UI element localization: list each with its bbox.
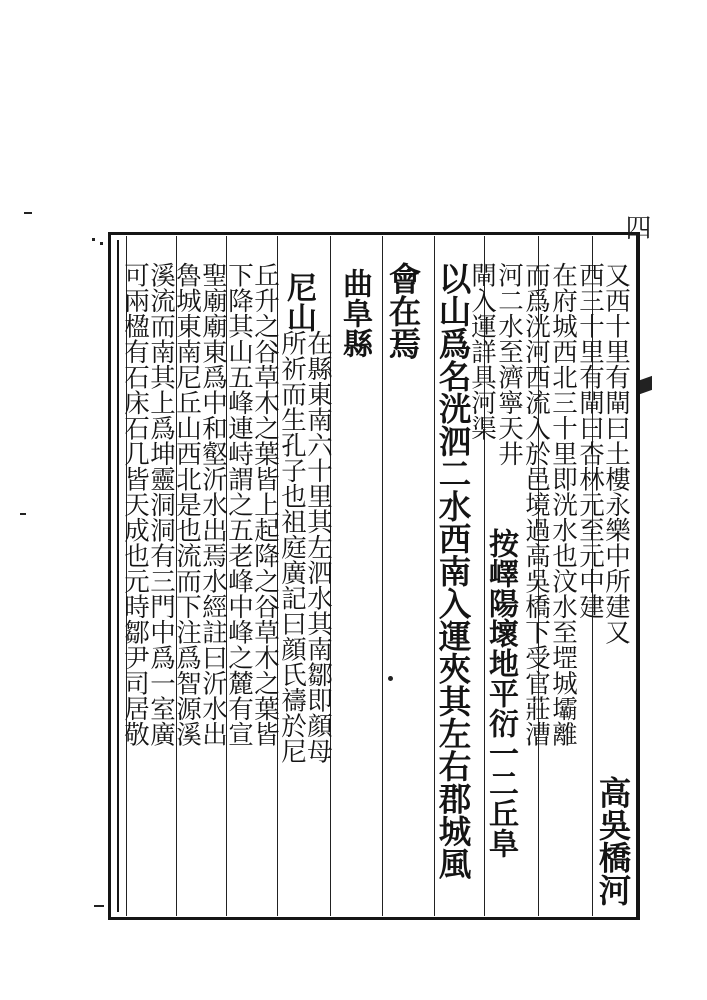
column-text: 以山爲名洸泗二水西南入運夾其左右郡城風: [434, 262, 473, 880]
text-column-5: [496, 262, 522, 466]
page-tab-glyph: [618, 214, 651, 244]
scan-mark: [100, 242, 103, 245]
scan-mark: [92, 238, 95, 241]
text-column-4: [523, 262, 549, 747]
column-text: 溪流而南其上爲坤靈洞洞有三門中爲一室廣: [146, 262, 176, 747]
column-text: 河二水至濟寧天井: [494, 262, 524, 466]
text-column-16: [148, 262, 174, 747]
scan-mark: [94, 905, 104, 907]
column-text: 西三十里有閘曰杏林元至元中建: [575, 262, 605, 619]
scan-mark: [24, 212, 32, 214]
heading-text: 高吳橋河: [594, 776, 633, 906]
column-text: 又西十里有閘曰土樓永樂中所建又: [601, 262, 631, 645]
column-text: 閘入運詳具河渠: [467, 262, 497, 441]
page-tab-text: 四: [621, 214, 651, 240]
scan-mark: [640, 376, 652, 394]
text-column-1: [603, 262, 629, 645]
heading-text: 曲阜縣: [337, 268, 372, 358]
text-column-14: [200, 262, 226, 747]
column-text: 而爲洸河西流入於邑境過高吳橋下受官莊漕: [521, 262, 551, 747]
text-column-15: [174, 262, 200, 747]
column-text: 丘升之谷草木之葉皆上起降之谷草木之葉皆: [250, 262, 280, 747]
text-column-11: [279, 330, 305, 764]
column-rule: [382, 236, 383, 916]
entry-heading: [594, 776, 633, 906]
text-column-12: [252, 262, 278, 747]
column-text: 會在焉: [384, 262, 423, 360]
column-text: 所祈而生孔子也祖庭廣記曰顔氏禱於尼: [277, 330, 307, 764]
scan-mark: [388, 676, 393, 681]
entry-heading: [282, 272, 314, 332]
scan-mark: [20, 513, 26, 515]
text-column-10: [305, 330, 331, 764]
note-text: 按嶧陽壞地平衍一二丘阜: [483, 528, 518, 858]
annotation-note: [484, 528, 516, 858]
text-column-17: [122, 262, 148, 747]
section-heading: [338, 268, 370, 358]
column-text: 在府城西北三十里即洸水也汶水至堽城壩離: [548, 262, 578, 747]
column-text: 在縣東南六十里其左泗水其南鄒即顔母: [303, 330, 333, 764]
heading-text: 尼山: [281, 272, 316, 332]
text-column-3: [550, 262, 576, 747]
column-text: 可兩楹有石床石几皆天成也元時鄒尹司居敬: [120, 262, 150, 747]
text-column-13: [226, 262, 252, 747]
column-text: 下降其山五峰連峙謂之五老峰中峰之麓有宣: [224, 262, 254, 747]
column-text: 聖廟廟東爲中和壑沂水出焉水經註曰沂水出: [198, 262, 228, 747]
text-column-8: [384, 262, 423, 360]
text-column-2: [577, 262, 603, 619]
column-text: 魯城東南尼丘山西北是也流而下注爲智源溪: [172, 262, 202, 747]
text-column-7: [434, 262, 473, 880]
